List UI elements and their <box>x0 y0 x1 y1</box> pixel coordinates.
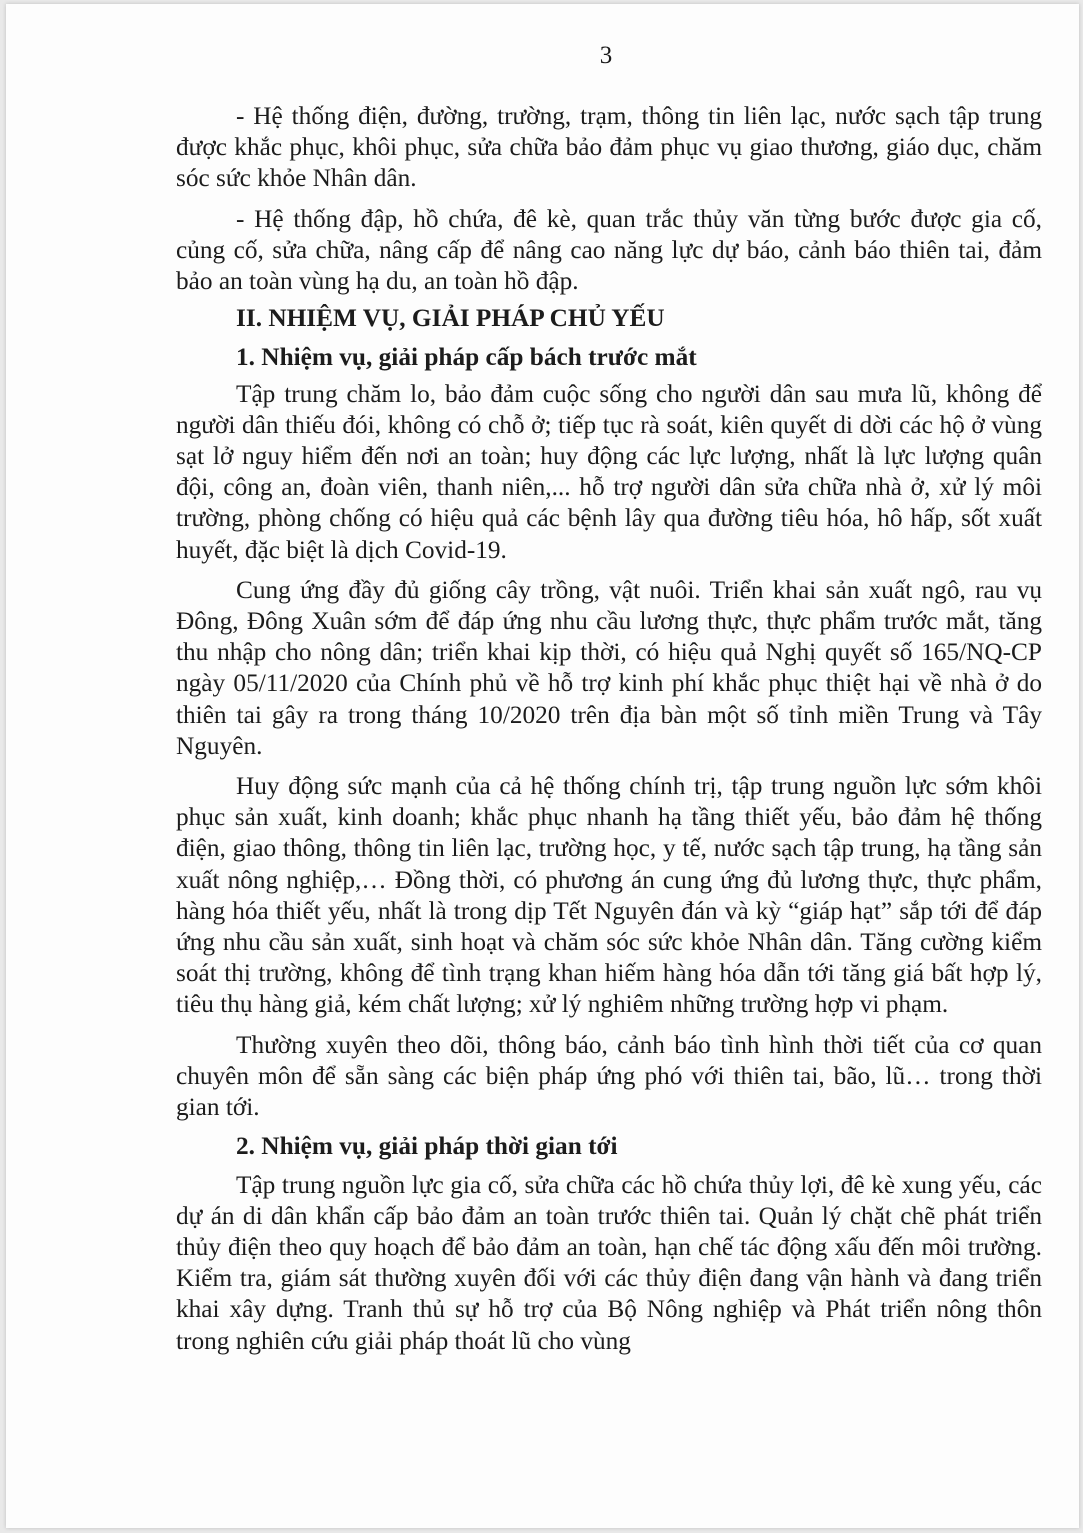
subsection-1-paragraph-4: Thường xuyên theo dõi, thông báo, cảnh báo tình hình thời tiết của cơ quan chuyên môn để sẵn sàng các biện pháp ứng phó với thiên tai, bão, lũ… trong thời gian tới. <box>176 1030 1042 1122</box>
subsection-2-paragraph-1: Tập trung nguồn lực gia cố, sửa chữa các hồ chứa thủy lợi, đê kè xung yếu, các dự án di dân khẩn cấp bảo đảm an toàn trước thiên tai. Quản lý chặt chẽ phát triển thủy điện theo quy hoạch để bảo đảm an toàn, hạn chế tác động xấu đến môi trường. Kiểm tra, giám sát thường xuyên đối với các thủy điện đang vận hành và đang triển khai xây dựng. Tranh thủ sự hỗ trợ của Bộ Nông nghiệp và Phát triển nông thôn trong nghiên cứu giải pháp thoát lũ cho vùng <box>176 1170 1042 1355</box>
intro-paragraph-2: - Hệ thống đập, hồ chứa, đê kè, quan trắc thủy văn từng bước được gia cố, củng cố, sửa chữa, nâng cấp để nâng cao năng lực dự báo, cảnh báo thiên tai, đảm bảo an toàn vùng hạ du, an toàn hồ đập. <box>176 204 1042 296</box>
subsection-1-paragraph-2: Cung ứng đầy đủ giống cây trồng, vật nuôi. Triển khai sản xuất ngô, rau vụ Đông, Đông Xuân sớm để đáp ứng nhu cầu lương thực, thực phẩm trước mắt, tăng thu nhập cho nông dân; triển khai kịp thời, có hiệu quả Nghị quyết số 165/NQ-CP ngày 05/11/2020 của Chính phủ về hỗ trợ kinh phí khắc phục thiệt hại về nhà ở do thiên tai gây ra trong tháng 10/2020 trên địa bàn một số tỉnh miền Trung và Tây Nguyên. <box>176 575 1042 760</box>
subsection-1-paragraph-1: Tập trung chăm lo, bảo đảm cuộc sống cho người dân sau mưa lũ, không để người dân thiếu đói, không có chỗ ở; tiếp tục rà soát, kiên quyết di dời các hộ ở vùng sạt lở nguy hiểm đến nơi an toàn; huy động các lực lượng, nhất là lực lượng quân đội, công an, đoàn viên, thanh niên,... hỗ trợ người dân sửa chữa nhà ở, xử lý môi trường, phòng chống có hiệu quả các bệnh lây qua đường tiêu hóa, hô hấp, sốt xuất huyết, đặc biệt là dịch Covid-19. <box>176 379 1042 564</box>
subsection-1-heading: 1. Nhiệm vụ, giải pháp cấp bách trước mắt <box>236 343 697 372</box>
intro-paragraph-1: - Hệ thống điện, đường, trường, trạm, thông tin liên lạc, nước sạch tập trung được khắc phục, khôi phục, sửa chữa bảo đảm phục vụ giao thương, giáo dục, chăm sóc sức khỏe Nhân dân. <box>176 102 1042 193</box>
subsection-1-paragraph-3: Huy động sức mạnh của cả hệ thống chính trị, tập trung nguồn lực sớm khôi phục sản xuất, kinh doanh; khắc phục nhanh hạ tầng thiết yếu, bảo đảm hệ thống điện, giao thông, thông tin liên lạc, trường học, y tế, nước sạch tập trung, hạ tầng sản xuất nông nghiệp,… Đồng thời, có phương án cung ứng đủ lương thực, thực phẩm, hàng hóa thiết yếu, nhất là trong dịp Tết Nguyên đán và kỳ “giáp hạt” sắp tới để đáp ứng nhu cầu sản xuất, sinh hoạt và chăm sóc sức khỏe Nhân dân. Tăng cường kiểm soát thị trường, không để tình trạng khan hiếm hàng hóa dẫn tới tăng giá bất hợp lý, tiêu thụ hàng giả, kém chất lượng; xử lý nghiêm những trường hợp vi phạm. <box>176 772 1042 1019</box>
subsection-2-heading: 2. Nhiệm vụ, giải pháp thời gian tới <box>236 1132 618 1161</box>
document-page <box>6 4 1079 1528</box>
page-number: 3 <box>599 42 613 69</box>
section-heading: II. NHIỆM VỤ, GIẢI PHÁP CHỦ YẾU <box>236 304 665 333</box>
document-body <box>176 101 1042 1357</box>
